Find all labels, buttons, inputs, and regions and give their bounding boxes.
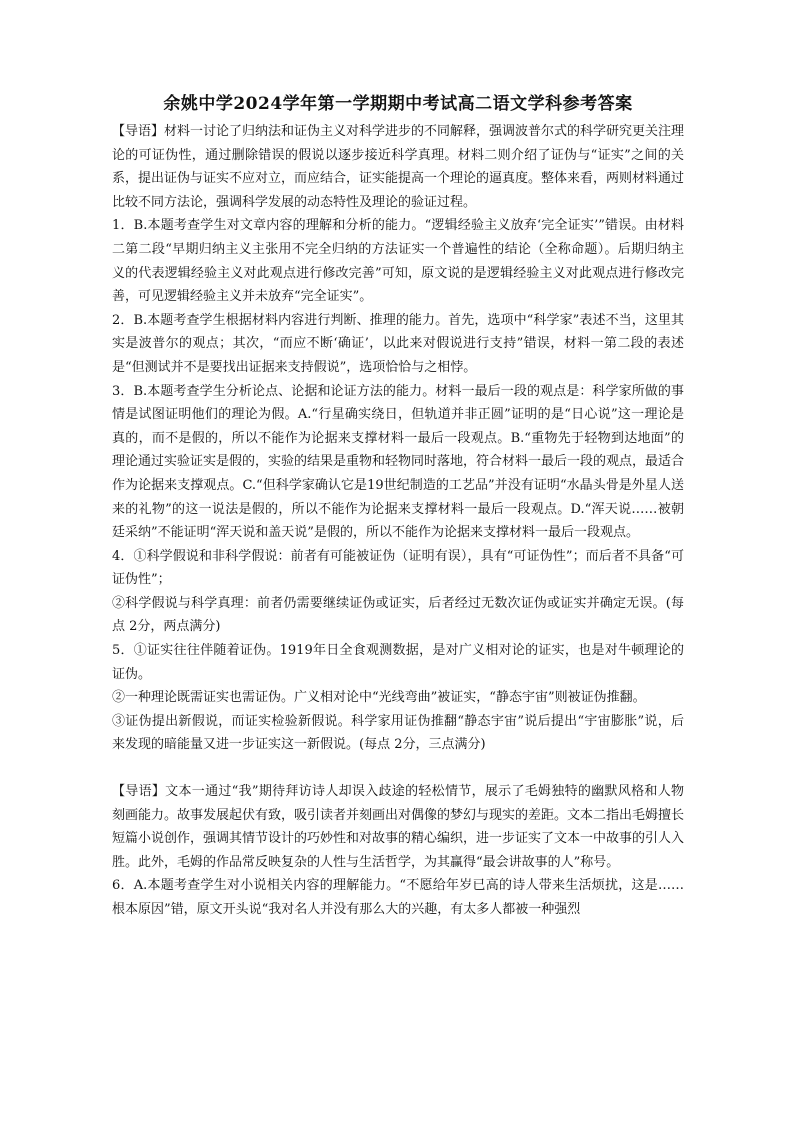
document-title: 余姚中学2024学年第一学期期中考试高二语文学科参考答案 — [163, 94, 633, 114]
paragraph-intro-1: 【导语】材料一讨论了归纳法和证伪主义对科学进步的不同解释，强调波普尔式的科学研究更关注理论的可证伪性，通过删除错误的假说以逐步接近科学真理。材料二则介绍了证伪与“证实”之间的关系，提出证伪与证实不应对立，而应结合，证实能提高一个理论的逼真度。整体来看，两则材料通过比较不同方法论，强调科学发展的动态特性及理论的验证过程。 — [112, 124, 685, 210]
section-spacer — [112, 757, 684, 780]
section-reading-2 — [112, 780, 684, 922]
section-reading-1 — [112, 120, 684, 757]
answer-q4-point2: ②科学假说与科学真理：前者仍需要继续证伪或证实，后者经过无数次证伪或证实并确定无误。(每点 2分，两点满分) — [112, 595, 684, 635]
answer-q6: 6．A.本题考查学生对小说相关内容的理解能力。“不愿给年岁已高的诗人带来生活烦扰，这是……根本原因”错，原文开头说“我对名人并没有那么大的兴趣，有太多人都被一种强烈 — [112, 878, 684, 917]
answer-q2: 2．B.本题考查学生根据材料内容进行判断、推理的能力。首先，选项中“科学家”表述不当，这里其实是波普尔的观点；其次，“而应不断‘确证’，以此来对假说进行支持”错误，材料一第二段的表述是“但测试并不是要找出证据来支持假说”，选项恰恰与之相悖。 — [112, 312, 684, 375]
answer-q5-point3: ③证伪提出新假说，而证实检验新假说。科学家用证伪推翻“静态宇宙”说后提出“宇宙膨胀”说，后来发现的暗能量又进一步证实这一新假说。(每点 2分，三点满分) — [112, 713, 684, 753]
answer-q3: 3．B.本题考查学生分析论点、论据和论证方法的能力。材料一最后一段的观点是：科学家所做的事情是试图证明他们的理论为假。A.“行星确实绕日，但轨道并非正圆”证明的是“日心说”这一理论是真的，而不是假的，所以不能作为论据来支撑材料一最后一段观点。B.“重物先于轻物到达地面”的理论通过实验证实是假的，实验的结果是重物和轻物同时落地，符合材料一最后一段的观点，最适合作为论据来支撑观点。C.“但科学家确认它是19世纪制造的工艺品”并没有证明“水晶头骨是外星人送来的礼物”的这一说法是假的，所以不能作为论据来支撑材料一最后一段观点。D.“浑天说……被朝廷采纳”不能证明“浑天说和盖天说”是假的，所以不能作为论据来支撑材料一最后一段观点。 — [112, 383, 685, 541]
answer-q5-point1: 5．①证实往往伴随着证伪。1919年日全食观测数据，是对广义相对论的证实，也是对牛顿理论的证伪。 — [112, 643, 684, 682]
paragraph-intro-2: 【导语】文本一通过“我”期待拜访诗人却误入歧途的轻松情节，展示了毛姆独特的幽默风格和人物刻画能力。故事发展起伏有致，吸引读者并刻画出对偶像的梦幻与现实的差距。文本二指出毛姆擅长短篇小说创作，强调其情节设计的巧妙性和对故事的精心编织，进一步证实了文本一中故事的引人入胜。此外，毛姆的作品常反映复杂的人性与生活哲学，为其赢得“最会讲故事的人”称号。 — [112, 784, 685, 870]
answer-q4-point1: 4．①科学假说和非科学假说：前者有可能被证伪（证明有误），具有“可证伪性”；而后者不具备“可证伪性”； — [112, 548, 684, 588]
answer-q5-point2: ②一种理论既需证实也需证伪。广义相对论中“光线弯曲”被证实，“静态宇宙”则被证伪推翻。 — [112, 690, 646, 706]
answer-q1: 1．B.本题考查学生对文章内容的理解和分析的能力。“逻辑经验主义放弃‘完全证实’”错误。由材料二第二段“早期归纳主义主张用不完全归纳的方法证实一个普遍性的结论（全称命题）。后期归纳主义的代表逻辑经验主义对此观点进行修改完善”可知，原文说的是逻辑经验主义对此观点进行修改完善，可见逻辑经验主义并未放弃“完全证实”。 — [112, 218, 684, 305]
